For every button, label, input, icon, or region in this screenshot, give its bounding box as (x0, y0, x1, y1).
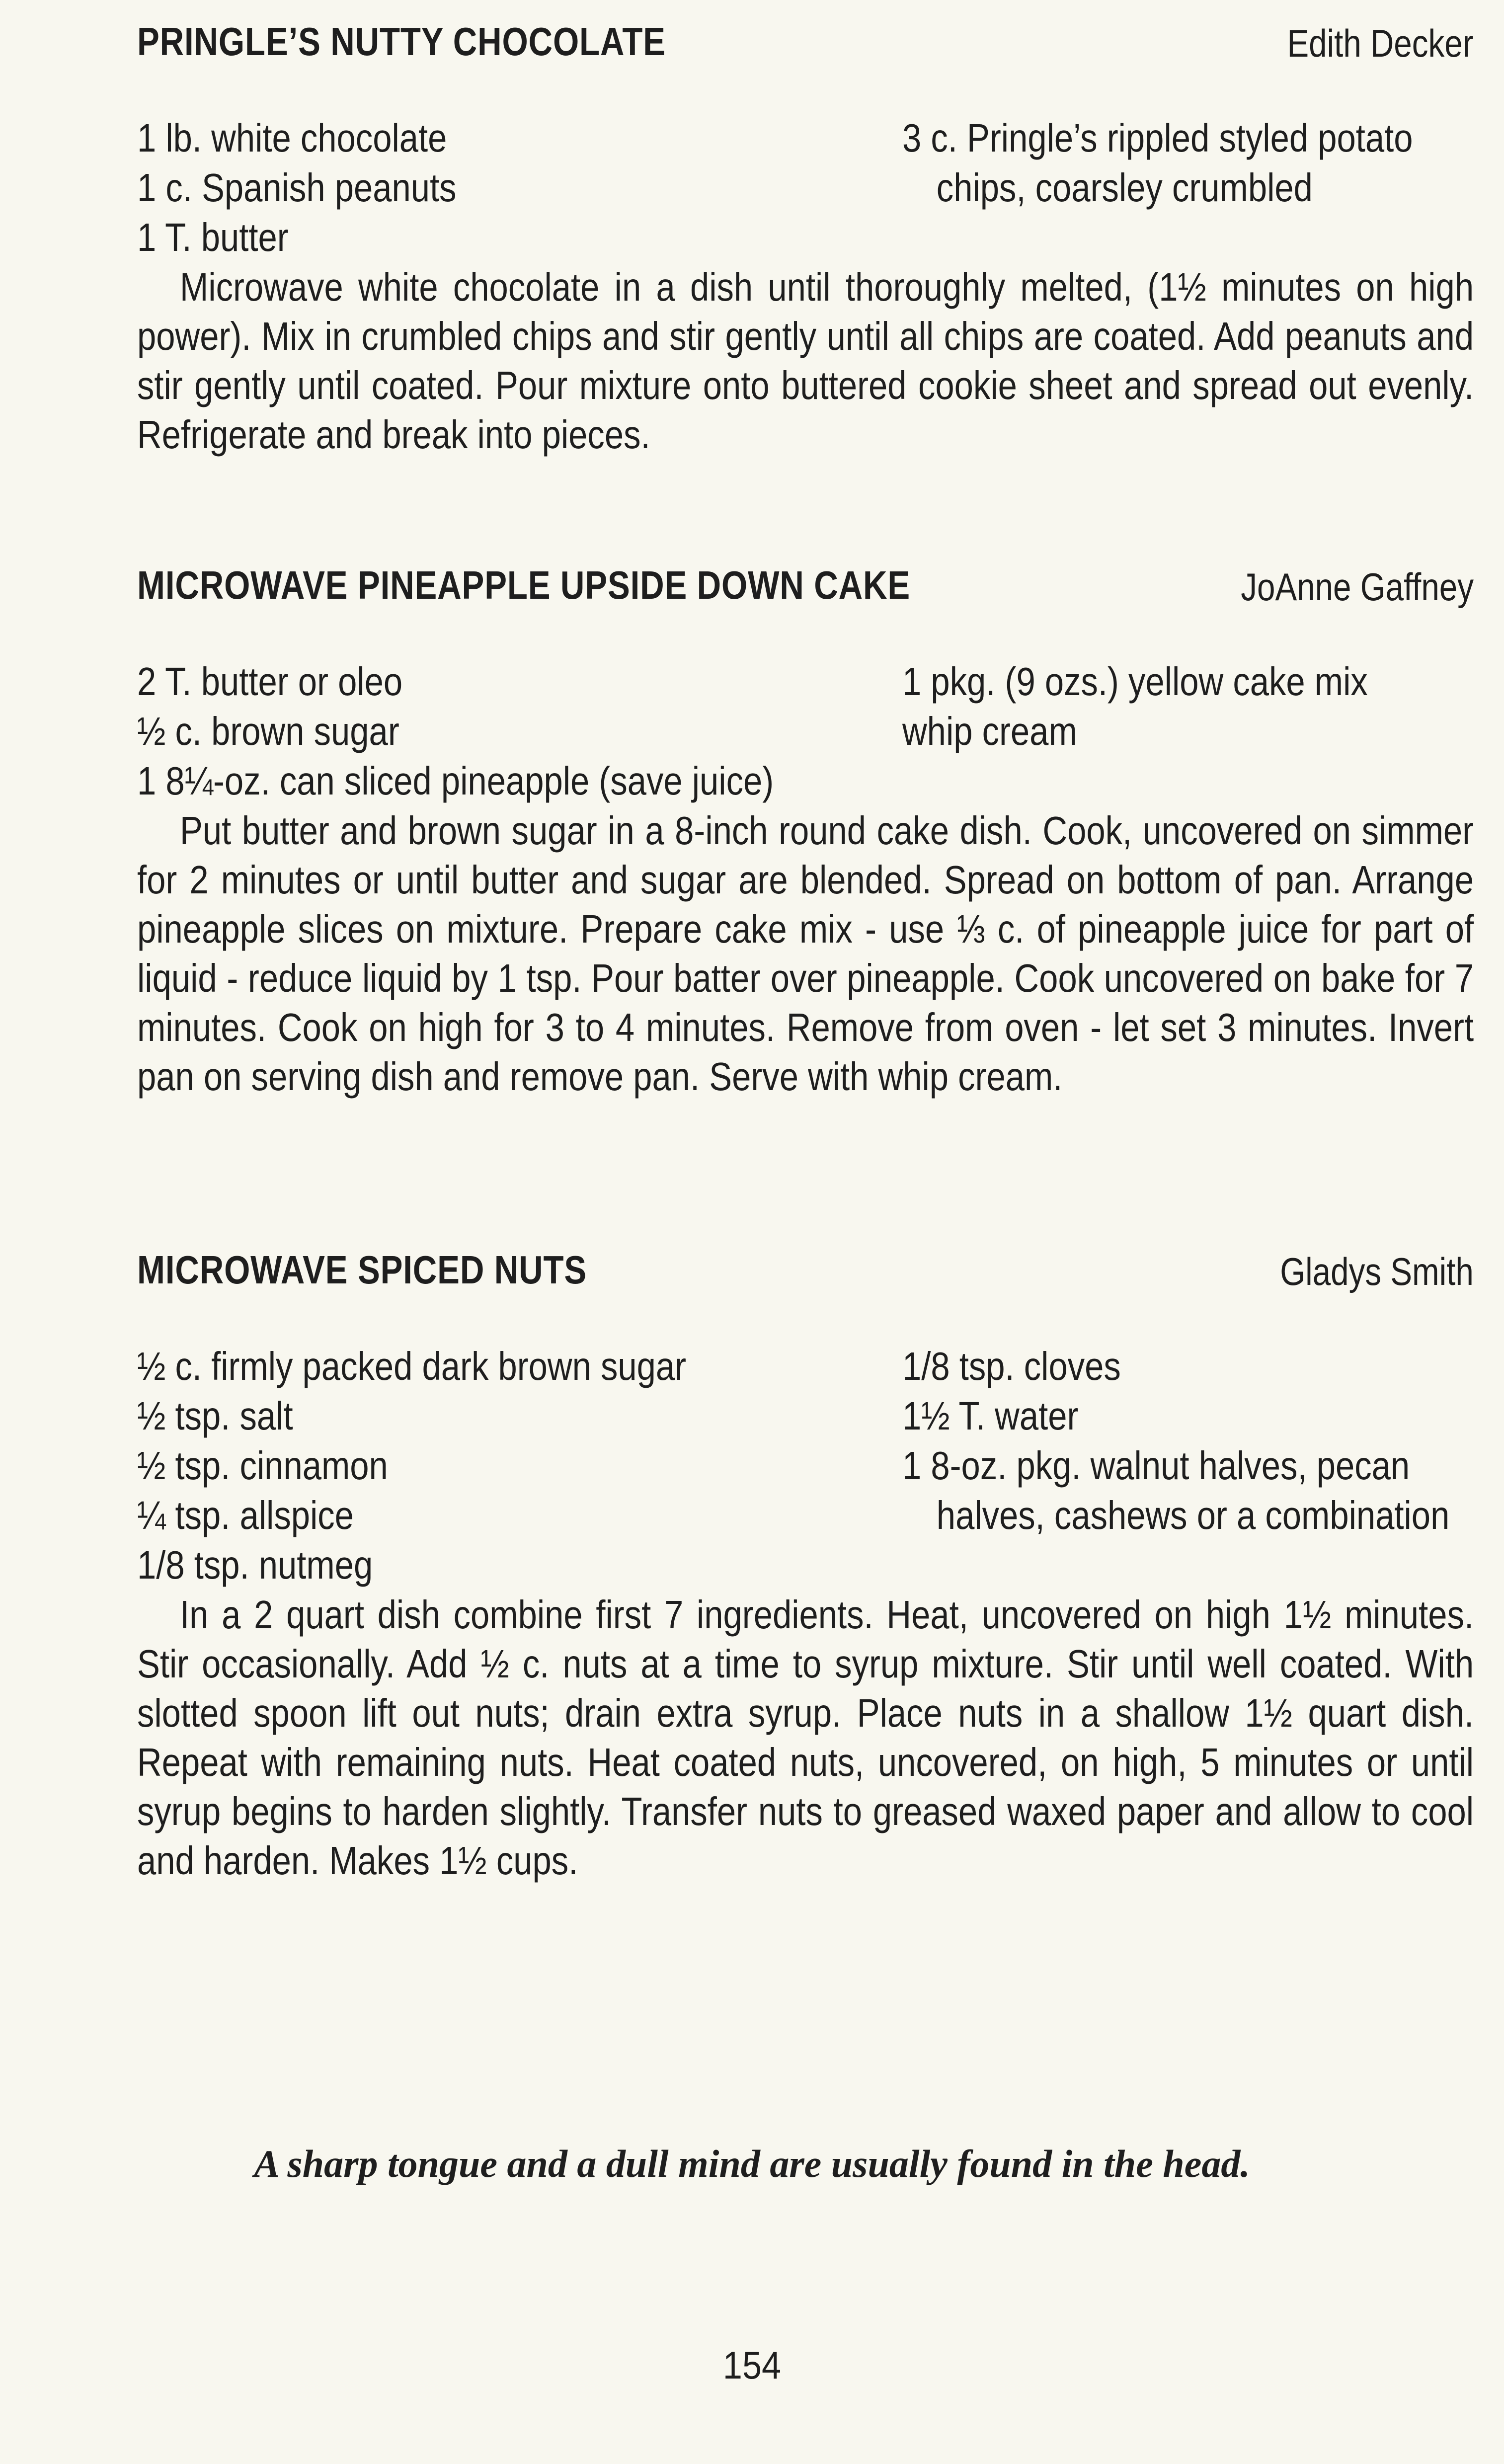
recipe-header (137, 19, 1474, 74)
ingredient-item: 1 pkg. (9 ozs.) yellow cake mix (902, 659, 1368, 704)
ingredient-item: 1 T. butter (137, 215, 289, 259)
ingredient-item: ½ tsp. salt (137, 1394, 293, 1438)
recipe-title: PRINGLE’S NUTTY CHOCOLATE (137, 19, 666, 64)
recipe-method: In a 2 quart dish combine first 7 ingredients. Heat, uncovered on high 1½ minutes. Stir occasionally. Add ½ c. nuts at a time to syrup mixture. Stir until well coated. With slotted spoon lift out nuts; drain extra syrup. Place nuts in a shallow 1½ quart dish. Repeat with remaining nuts. Heat coated nuts, uncovered, on high, 5 minutes or until syrup begins to harden slightly. Transfer nuts to greased waxed paper and allow to cool and harden. Makes 1½ cups. (137, 1592, 1474, 1883)
recipe-header (137, 1247, 1474, 1302)
ingredient-item-continued: halves, cashews or a combination (936, 1493, 1450, 1537)
ingredient-item: 1 c. Spanish peanuts (137, 165, 457, 210)
ingredients-right-column (902, 657, 1443, 756)
ingredient-item: 2 T. butter or oleo (137, 659, 403, 704)
ingredient-item: 1 8-oz. pkg. walnut halves, pecan (902, 1443, 1410, 1488)
recipe-author: Gladys Smith (1280, 1250, 1474, 1293)
recipe-header (137, 562, 1474, 617)
ingredient-item: 1 lb. white chocolate (137, 116, 447, 160)
ingredient-item: 3 c. Pringle’s rippled styled potato (902, 116, 1413, 160)
ingredient-item: ½ tsp. cinnamon (137, 1443, 388, 1488)
recipe-microwave-pineapple-upside-down-cake (137, 562, 1474, 1101)
ingredients-left-column (137, 657, 446, 756)
recipe-author: Edith Decker (1287, 21, 1474, 65)
ingredient-item: 1/8 tsp. nutmeg (137, 1543, 373, 1587)
ingredients-right-column (902, 113, 1496, 213)
ingredient-item: 1½ T. water (902, 1394, 1079, 1438)
ingredients-left-column (137, 113, 508, 213)
ingredient-item: ¼ tsp. allspice (137, 1493, 354, 1537)
ingredients-right-column (902, 1342, 1504, 1540)
recipe-author: JoAnne Gaffney (1241, 565, 1474, 609)
ingredient-item: whip cream (902, 709, 1077, 753)
ingredient-list (137, 1342, 1474, 1590)
recipe-method: Microwave white chocolate in a dish until thoroughly melted, (1½ minutes on high power). Mix in crumbled chips and stir gently until all chips are coated. Add peanuts and stir gently until coated. Pour mixture onto buttered cookie sheet and spread out evenly. Refrigerate and break into pieces. (137, 265, 1474, 457)
ingredient-list (137, 113, 1474, 262)
recipe-title: MICROWAVE PINEAPPLE UPSIDE DOWN CAKE (137, 563, 911, 607)
ingredient-item-continued: chips, coarsley crumbled (936, 165, 1313, 210)
page-quote: A sharp tongue and a dull mind are usually found in the head. (254, 2142, 1250, 2185)
ingredient-item: 1 8¼-oz. can sliced pineapple (save juice) (137, 759, 774, 803)
page-number: 154 (722, 2343, 782, 2387)
ingredient-item: ½ c. firmly packed dark brown sugar (137, 1344, 687, 1388)
ingredient-list (137, 657, 1474, 806)
recipe-pringles-nutty-chocolate (137, 19, 1474, 459)
ingredients-left-column (137, 1342, 776, 1540)
recipe-method: Put butter and brown sugar in a 8-inch round cake dish. Cook, uncovered on simmer for 2 minutes or until butter and sugar are blended. Spread on bottom of pan. Arrange pineapple slices on mixture. Prepare cake mix - use ⅓ c. of pineapple juice for part of liquid - reduce liquid by 1 tsp. Pour batter over pineapple. Cook uncovered on bake for 7 minutes. Cook on high for 3 to 4 minutes. Remove from oven - let set 3 minutes. Invert pan on serving dish and remove pan. Serve with whip cream. (137, 808, 1474, 1099)
ingredient-item: ½ c. brown sugar (137, 709, 399, 753)
recipe-title: MICROWAVE SPICED NUTS (137, 1248, 587, 1292)
recipe-microwave-spiced-nuts (137, 1247, 1474, 1885)
ingredient-item: 1/8 tsp. cloves (902, 1344, 1121, 1388)
